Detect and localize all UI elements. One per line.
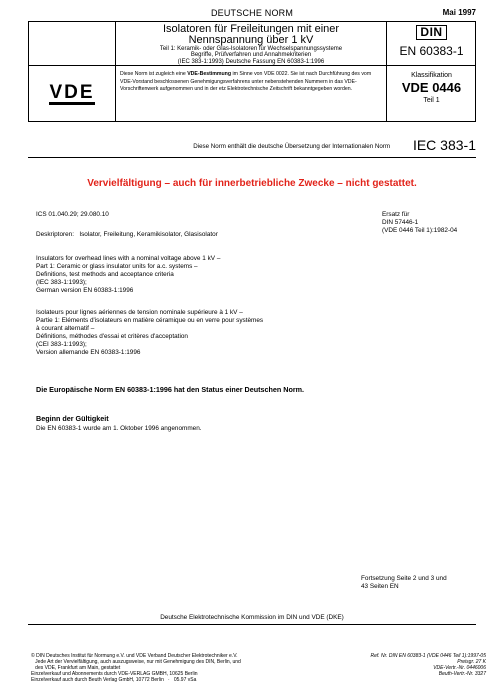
din-standard-number: EN 60383-1: [399, 44, 464, 58]
classification-label: Klassifikation: [411, 72, 452, 79]
continuation-line: Fortsetzung Seite 2 und 3 und: [361, 575, 447, 582]
classification-number: VDE 0446: [401, 80, 462, 95]
document-type-title: DEUTSCHE NORM: [210, 8, 294, 18]
issue-date: Mai 1997: [442, 8, 476, 17]
subtitle-line: Teil 1: Keramik- oder Glas-Isolatoren für Wechselspannungssysteme: [159, 46, 343, 52]
validity-heading: Beginn der Gültigkeit: [36, 414, 109, 423]
header-frame: [28, 21, 476, 122]
vde-logo-box: [29, 66, 115, 122]
classification-box: [387, 66, 476, 122]
english-line: Part 1: Ceramic or glass insulator units for a.c. systems –: [36, 263, 198, 270]
bottom-rule: [28, 624, 476, 625]
continuation-note: [361, 575, 481, 591]
ics-codes: ICS 01.040.29; 29.080.10: [36, 211, 109, 218]
translation-line: [28, 134, 476, 158]
english-line: Insulators for overhead lines with a nominal voltage above 1 kV –: [36, 255, 221, 262]
french-line: Définitions, méthodes d'essai et critères d'acceptation: [36, 333, 188, 340]
din-logo: DIN: [416, 25, 446, 40]
commission-name: Deutsche Elektrotechnische Kommission im DIN und VDE (DKE): [160, 614, 344, 621]
english-title-block: [36, 255, 356, 295]
translation-text: Diese Norm enthält die deutsche Übersetzung der Internationalen Norm: [193, 143, 390, 150]
reference-footer: [330, 653, 486, 677]
footer-line: Jede Art der Vervielfältigung, auch auszugsweise, nur mit Genehmigung des DIN, Berlin, und: [31, 659, 241, 666]
footer-line: Einzelverkauf auch durch Beuth Verlag GmbH, 10772 Berlin · 05.97 vSa: [31, 677, 197, 684]
copy-warning: Vervielfältigung – auch für innerbetriebliche Zwecke – nicht gestattet.: [87, 178, 417, 189]
replacement-line: (VDE 0446 Teil 1):1982-04: [382, 227, 458, 234]
replacement-line: Ersatz für: [382, 211, 410, 218]
french-line: Partie 1: Eléments d'isolateurs en matière céramique ou en verre pour systèmes: [36, 317, 264, 324]
footer-line: © DIN Deutsches Institut für Normung e.V. und VDE Verband Deutscher Elektrotechniker e.V.: [31, 653, 238, 659]
note-prefix: Diese Norm ist zugleich eine: [120, 71, 188, 77]
validity-text: Die EN 60383-1 wurde am 1. Oktober 1996 angenommen.: [36, 425, 202, 432]
english-line: German version EN 60383-1:1996: [36, 287, 134, 294]
descriptors: Deskriptoren: Isolator, Freileitung, Keramikisolator, Glasisolator: [36, 231, 218, 238]
reference-line: Beuth-Vertr.-Nr. 3327: [438, 671, 486, 678]
classification-part: Teil 1: [423, 97, 440, 104]
subtitle-line: Begriffe, Prüfverfahren und Annahmekriterien: [190, 52, 312, 59]
french-line: à courant alternatif –: [36, 325, 95, 332]
continuation-line: 43 Seiten EN: [361, 583, 399, 590]
footer-line: Einzelverkauf und Abonnements durch VDE-VERLAG GMBH, 10625 Berlin: [31, 671, 198, 678]
french-line: (CEI 383-1:1993);: [36, 341, 87, 348]
reference-line: Ref. Nr. DIN EN 60383-1 (VDE 0446 Teil 1):1997-05: [370, 653, 486, 659]
vde-logo: VDE: [49, 81, 95, 103]
reference-line: Preisgr. 27 K: [457, 659, 486, 666]
title-line-2: Nennspannung über 1 kV: [188, 34, 314, 46]
iec-number: IEC 383-1: [412, 137, 476, 153]
french-title-block: [36, 309, 376, 357]
din-box: [387, 22, 476, 65]
english-line: (IEC 383-1:1993);: [36, 279, 87, 286]
note-bold: VDE-Bestimmung: [187, 71, 231, 77]
top-bar: [28, 8, 476, 22]
french-line: Isolateurs pour lignes aériennes de tension nominale supérieure à 1 kV –: [36, 309, 243, 316]
note-rest: im Sinne von VDE 0022. Sie ist nach Durchführung des vom VDE-Vorstand beschlossenen Genehmigungsverfahrens unter nebenstehenden Nummern in das VDE-Vorschriftenwerk aufgenommen und in der etz Elektrotechnische Zeitschrift bekanntgegeben worden.: [120, 71, 372, 93]
title-line-1: Isolatoren für Freileitungen mit einer: [162, 23, 340, 35]
english-line: Definitions, test methods and acceptance criteria: [36, 271, 174, 278]
standard-title: [116, 24, 386, 65]
copyright-footer: [31, 653, 331, 683]
subtitle-line: (IEC 383-1:1993) Deutsche Fassung EN 60383-1:1996: [177, 58, 325, 65]
status-statement: Die Europäische Norm EN 60383-1:1996 hat den Status einer Deutschen Norm.: [36, 385, 305, 394]
vde-note: [120, 71, 382, 94]
replacement-info: [382, 211, 457, 235]
reference-line: VDE-Vertr.-Nr. 0446006: [433, 665, 486, 672]
footer-line: des VDE, Frankfurt am Main, gestattet: [31, 665, 121, 672]
replacement-line: DIN 57446-1: [382, 219, 419, 226]
french-line: Version allemande EN 60383-1:1996: [36, 349, 141, 356]
